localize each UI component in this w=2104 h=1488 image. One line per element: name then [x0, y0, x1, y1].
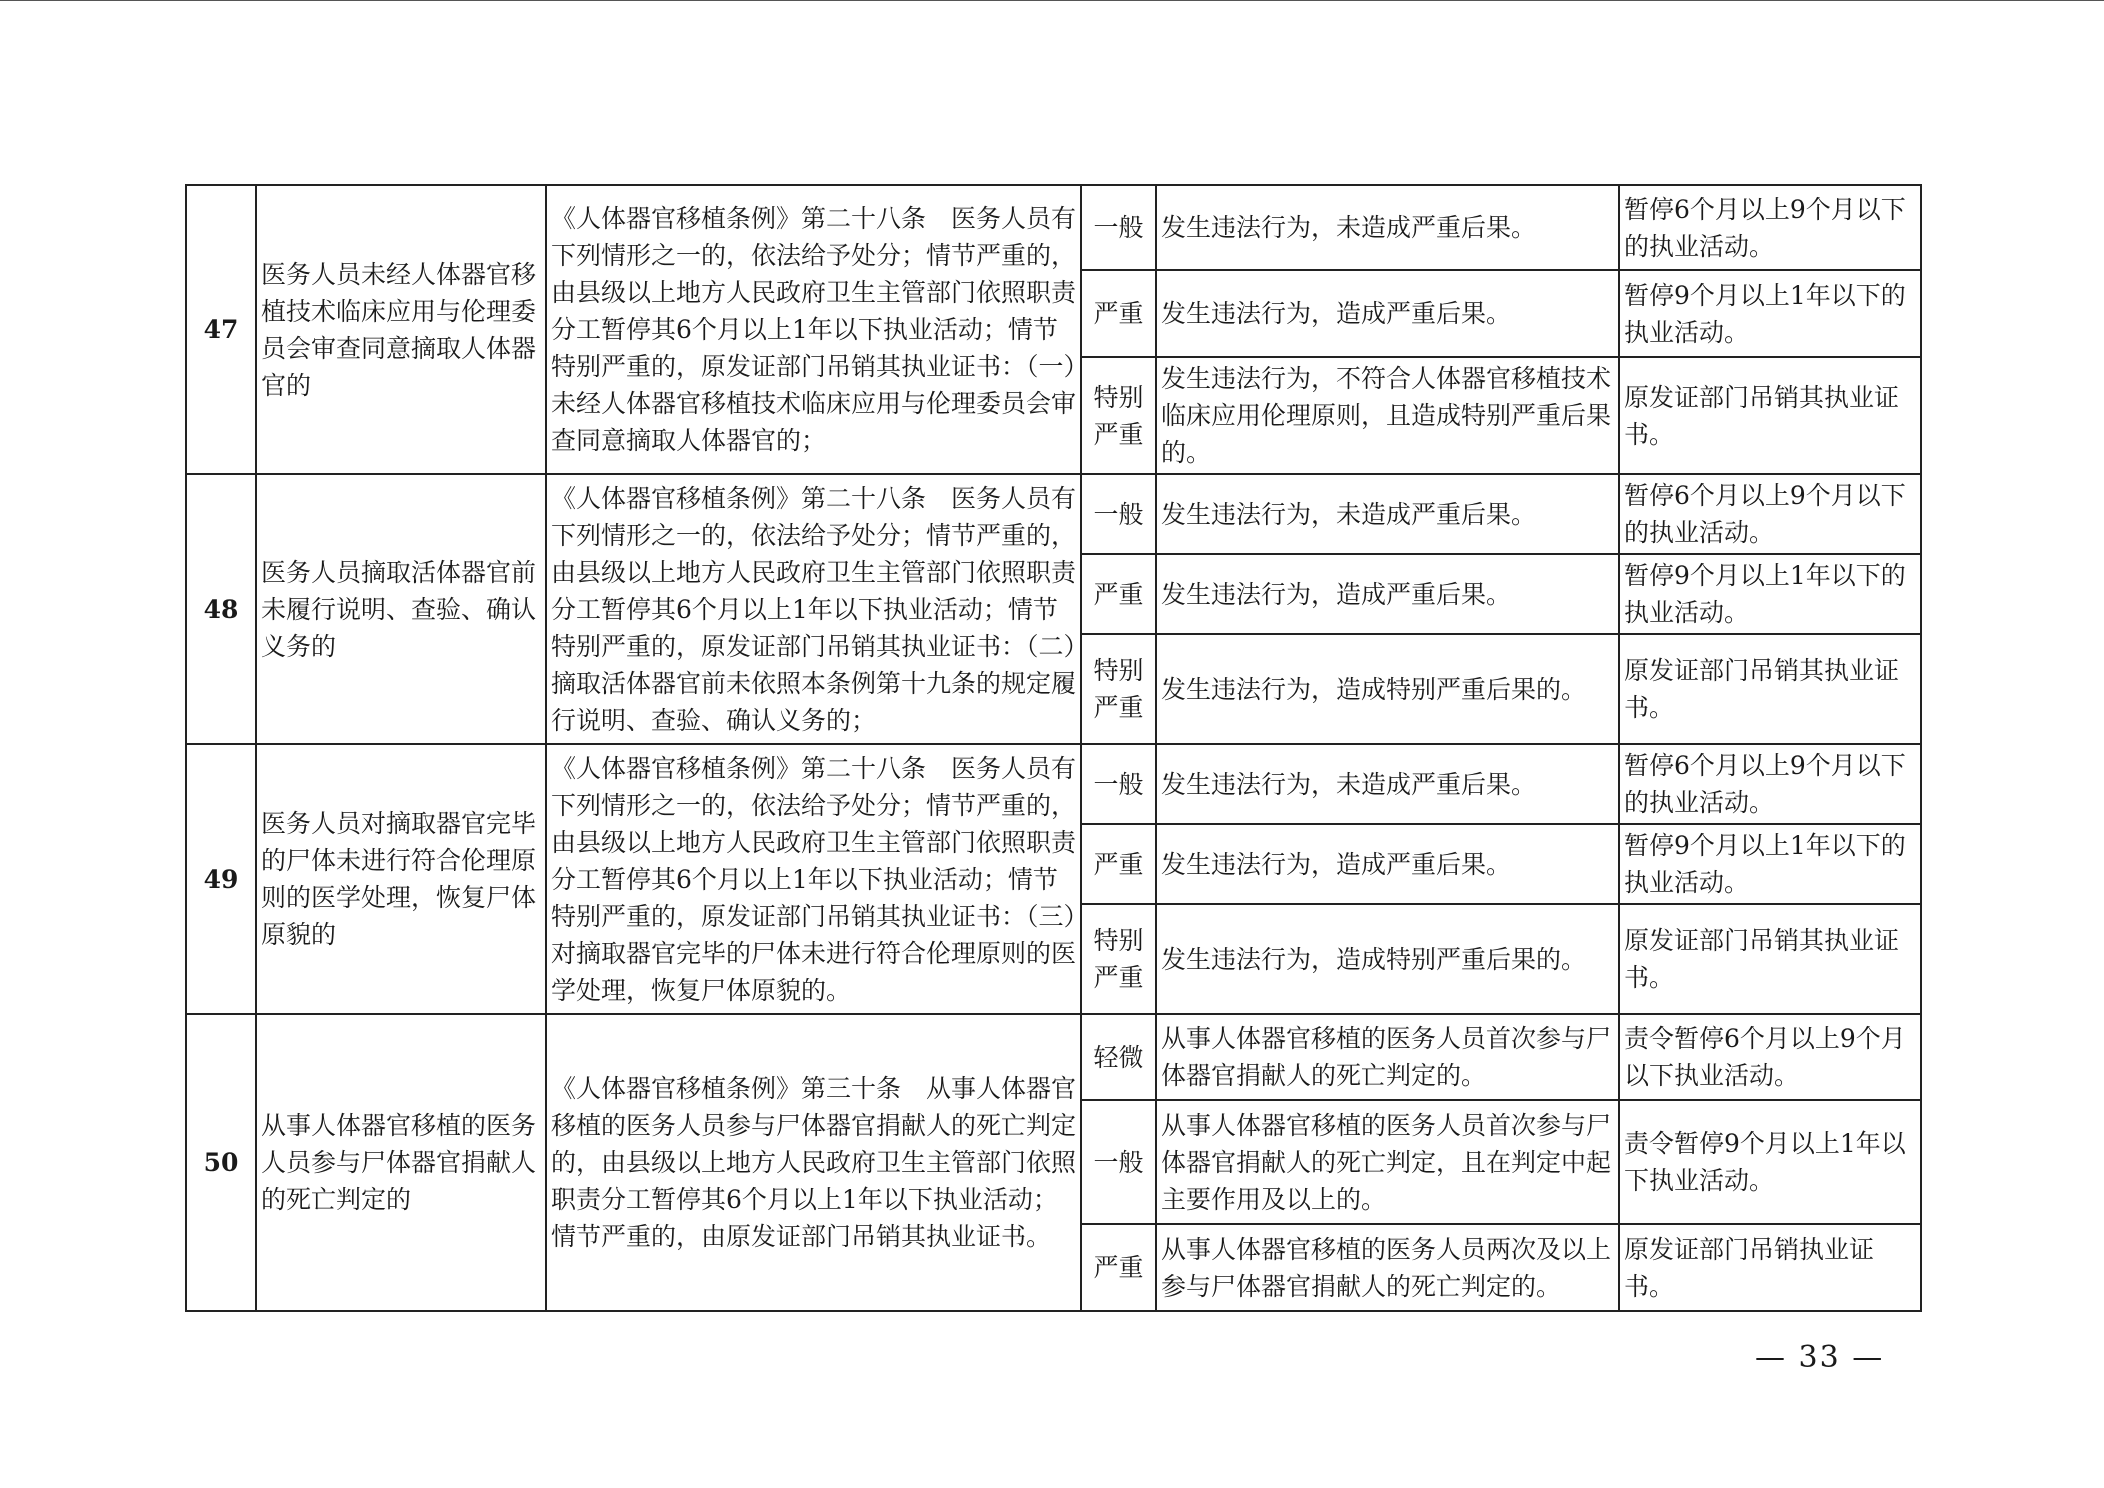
- violation-circumstance: 发生违法行为，造成严重后果。: [1156, 824, 1619, 904]
- penalty-standard: 暂停6个月以上9个月以下的执业活动。: [1619, 474, 1921, 554]
- violation-circumstance: 发生违法行为，未造成严重后果。: [1156, 185, 1619, 270]
- item-number: 47: [186, 185, 256, 474]
- violation-level: 严重: [1081, 554, 1156, 634]
- penalty-standard: 原发证部门吊销其执业证书。: [1619, 904, 1921, 1014]
- violation-circumstance: 发生违法行为，造成特别严重后果的。: [1156, 904, 1619, 1014]
- violation-circumstance: 发生违法行为，造成严重后果。: [1156, 270, 1619, 357]
- violation-circumstance: 发生违法行为，未造成严重后果。: [1156, 474, 1619, 554]
- penalty-standard: 责令暂停9个月以上1年以下执业活动。: [1619, 1100, 1921, 1224]
- table-row: [186, 744, 1921, 824]
- violation-circumstance: 从事人体器官移植的医务人员首次参与尸体器官捐献人的死亡判定，且在判定中起主要作用及以上的。: [1156, 1100, 1619, 1224]
- penalty-standard: 暂停9个月以上1年以下的执业活动。: [1619, 554, 1921, 634]
- penalty-standard: 暂停6个月以上9个月以下的执业活动。: [1619, 744, 1921, 824]
- table-row: [186, 474, 1921, 554]
- legal-basis: 《人体器官移植条例》第二十八条 医务人员有下列情形之一的，依法给予处分；情节严重的，由县级以上地方人民政府卫生主管部门依照职责分工暂停其6个月以上1年以下执业活动；情节特别严重的，原发证部门吊销其执业证书：（一）未经人体器官移植技术临床应用与伦理委员会审查同意摘取人体器官的；: [546, 185, 1081, 474]
- violation-level: 轻微: [1081, 1014, 1156, 1100]
- violation-circumstance: 发生违法行为，造成特别严重后果的。: [1156, 634, 1619, 744]
- violation-behavior: 医务人员未经人体器官移植技术临床应用与伦理委员会审查同意摘取人体器官的: [256, 185, 546, 474]
- violation-level: 严重: [1081, 270, 1156, 357]
- legal-basis: 《人体器官移植条例》第三十条 从事人体器官移植的医务人员参与尸体器官捐献人的死亡判定的，由县级以上地方人民政府卫生主管部门依照职责分工暂停其6个月以上1年以下执业活动；情节严重的，由原发证部门吊销其执业证书。: [546, 1014, 1081, 1311]
- violation-level: 特别严重: [1081, 904, 1156, 1014]
- violation-level: 一般: [1081, 1100, 1156, 1224]
- violation-level: 一般: [1081, 744, 1156, 824]
- item-number: 50: [186, 1014, 256, 1311]
- violation-behavior: 医务人员对摘取器官完毕的尸体未进行符合伦理原则的医学处理，恢复尸体原貌的: [256, 744, 546, 1014]
- legal-basis: 《人体器官移植条例》第二十八条 医务人员有下列情形之一的，依法给予处分；情节严重的，由县级以上地方人民政府卫生主管部门依照职责分工暂停其6个月以上1年以下执业活动；情节特别严重的，原发证部门吊销其执业证书：（二）摘取活体器官前未依照本条例第十九条的规定履行说明、查验、确认义务的；: [546, 474, 1081, 744]
- violation-level: 一般: [1081, 185, 1156, 270]
- item-number: 49: [186, 744, 256, 1014]
- violation-level: 特别严重: [1081, 357, 1156, 474]
- violation-circumstance: 从事人体器官移植的医务人员两次及以上参与尸体器官捐献人的死亡判定的。: [1156, 1224, 1619, 1311]
- violation-level: 一般: [1081, 474, 1156, 554]
- violation-behavior: 从事人体器官移植的医务人员参与尸体器官捐献人的死亡判定的: [256, 1014, 546, 1311]
- violation-level: 严重: [1081, 824, 1156, 904]
- table-row: [186, 185, 1921, 270]
- page-top-rule: [0, 0, 2104, 1]
- table-row: [186, 1014, 1921, 1100]
- penalty-standard: 原发证部门吊销执业证书。: [1619, 1224, 1921, 1311]
- penalty-standard: 暂停9个月以上1年以下的执业活动。: [1619, 824, 1921, 904]
- violation-circumstance: 发生违法行为，造成严重后果。: [1156, 554, 1619, 634]
- penalty-discretion-table: [185, 184, 1922, 1312]
- violation-circumstance: 发生违法行为，不符合人体器官移植技术临床应用伦理原则，且造成特别严重后果的。: [1156, 357, 1619, 474]
- violation-behavior: 医务人员摘取活体器官前未履行说明、查验、确认义务的: [256, 474, 546, 744]
- item-number: 48: [186, 474, 256, 744]
- penalty-standard: 暂停6个月以上9个月以下的执业活动。: [1619, 185, 1921, 270]
- page-number: — 33 —: [1755, 1340, 1885, 1375]
- violation-level: 特别严重: [1081, 634, 1156, 744]
- penalty-standard: 原发证部门吊销其执业证书。: [1619, 357, 1921, 474]
- penalty-standard: 原发证部门吊销其执业证书。: [1619, 634, 1921, 744]
- penalty-standard: 责令暂停6个月以上9个月以下执业活动。: [1619, 1014, 1921, 1100]
- violation-circumstance: 从事人体器官移植的医务人员首次参与尸体器官捐献人的死亡判定的。: [1156, 1014, 1619, 1100]
- legal-basis: 《人体器官移植条例》第二十八条 医务人员有下列情形之一的，依法给予处分；情节严重的，由县级以上地方人民政府卫生主管部门依照职责分工暂停其6个月以上1年以下执业活动；情节特别严重的，原发证部门吊销其执业证书：（三）对摘取器官完毕的尸体未进行符合伦理原则的医学处理，恢复尸体原貌的。: [546, 744, 1081, 1014]
- violation-circumstance: 发生违法行为，未造成严重后果。: [1156, 744, 1619, 824]
- penalty-standard: 暂停9个月以上1年以下的执业活动。: [1619, 270, 1921, 357]
- violation-level: 严重: [1081, 1224, 1156, 1311]
